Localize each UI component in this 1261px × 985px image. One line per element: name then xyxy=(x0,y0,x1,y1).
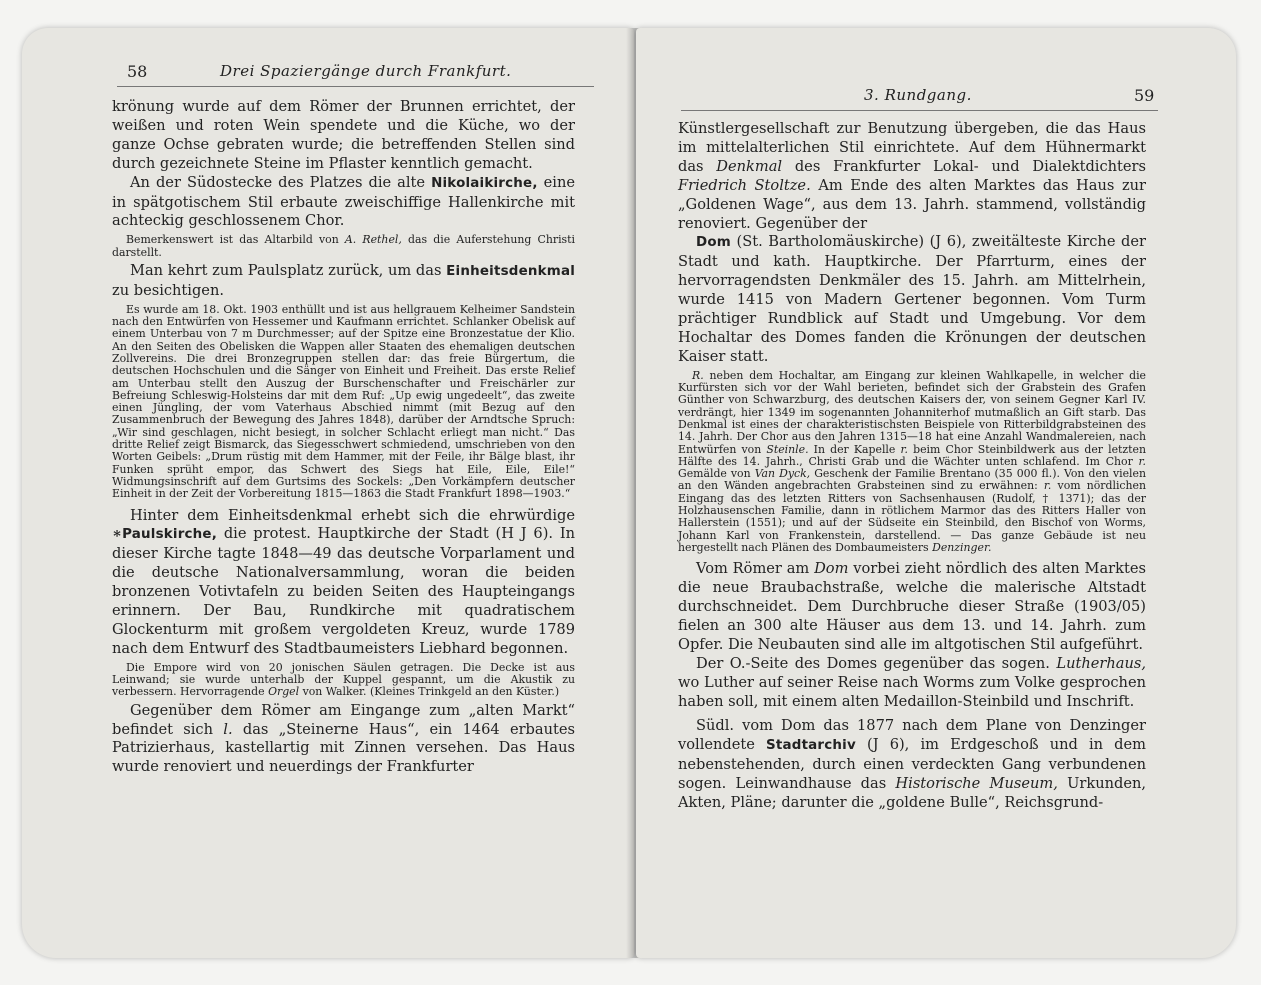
italic-term: r. xyxy=(900,442,908,456)
header-rule xyxy=(681,110,1158,111)
running-title: Drei Spaziergänge durch Frankfurt. xyxy=(220,62,512,80)
italic-term: Lutherhaus, xyxy=(1056,654,1146,672)
text-segment: Am Ende des alten Marktes das Haus zur „Goldenen Wage“, aus dem 13. Jahrh. stammend, vollständig renoviert. Gegenüber der xyxy=(678,176,1147,232)
body-paragraph xyxy=(678,717,1146,813)
text-segment: Bemerkenswert ist das Altarbild von xyxy=(126,233,345,247)
left-page-text xyxy=(112,98,575,777)
body-paragraph xyxy=(112,174,575,232)
body-paragraph xyxy=(678,120,1146,233)
page-number: 58 xyxy=(127,62,148,81)
italic-term: r. xyxy=(1043,479,1052,493)
text-segment: Gegenüber dem Römer am Eingange zum „alten Markt“ befindet sich xyxy=(112,701,575,738)
bold-term: Stadtarchiv xyxy=(766,738,856,754)
text-segment: von Walker. (Kleines Trinkgeld an den Küster.) xyxy=(299,685,560,699)
right-page-text xyxy=(678,120,1146,813)
running-title: 3. Rundgang. xyxy=(864,86,972,104)
text-segment: (J 6), im Erdgeschoß und in dem nebenstehenden, durch einen verdeckten Gang verbundenen sogen. Leinwandhause das xyxy=(678,736,1146,793)
italic-term: Historische Museum, xyxy=(895,775,1058,793)
text-segment: Es wurde am 18. Okt. 1903 enthüllt und ist aus hellgrauem Kelheimer Sandstein nach den Entwürfen von Hessemer und Kaufmann errichtet. Schlanker Obelisk auf einem Unterbau von 7 m Durchmesser; auf der Spitze eine Bronzestatue der Klio. An den Seiten des Obelisken die Wappen aller Staaten des ehemaligen deutschen Zollvereins. Die drei Bronzegruppen stellen dar: das freie Bürgertum, die deutschen Hochschulen und die Sänger von Einheit und Freiheit. Das erste Relief am Unterbau stellt den Auszug der Burschenschafter und Freischärler zur Befreiung Schleswig-Holsteins dar mit dem Ruf: „Up ewig ungedeelt“, das zweite einen Jüngling, der vom Vaterhaus Abschied nimmt (mit Bezug auf den Zusammenbruch der Bewegung des Jahres 1848), darüber der Arndtsche Spruch: „Wir sind geschlagen, nicht besiegt, in solcher Schlacht erliegt man nicht.“ Das dritte Relief zeigt Bismarck, das Siegesschwert schmiedend, umschrieben von den Worten Geibels: „Drum rüstig mit dem Hammer, mit der Feile, ihr Bälge blast, ihr Funken sprüht empor, das Schwert des Siegs hat Eile, Eile, Eile!“ Widmungsinschrift auf dem Gurtsims des Sockels: „Den Vorkämpfern deutscher Einheit in der Zeit der Vorbereitung 1815—1863 die Stadt Frankfurt 1898—1903.“ xyxy=(112,302,575,501)
italic-term: R. xyxy=(692,368,704,382)
text-segment: zu besichtigen. xyxy=(112,281,224,299)
note-paragraph xyxy=(112,304,575,501)
body-paragraph xyxy=(112,507,575,659)
header-rule xyxy=(117,86,594,87)
text-segment: krönung wurde auf dem Römer der Brunnen errichtet, der weißen und roten Wein spendete und die Küche, wo der ganze Ochse gebraten wurde; die betreffenden Stellen sind durch gezeichnete Steine im Pflaster kenntlich gemacht. xyxy=(112,98,575,172)
text-segment: ∗ xyxy=(112,525,123,543)
text-segment: In der Kapelle xyxy=(808,442,901,456)
italic-term: Friedrich Stoltze. xyxy=(678,176,811,194)
body-paragraph xyxy=(678,655,1146,712)
text-segment: vom nördlichen Eingang das des letzten Ritters von Sachsenhausen (Rudolf, † 1371); das der Holzhausenschen Familie, dann in rötlichem Marmor das des Ritters Haller von Hallerstein (1551); und auf der Südseite ein Steinbild, den Bischof von Worms, Johann Karl von Frankenstein, darstellend. — Das ganze Gebäude ist neu hergestellt nach Plänen des Dombaumeisters xyxy=(678,479,1147,554)
text-segment: wo Luther auf seiner Reise nach Worms zum Volke gesprochen haben soll, mit einem alten Medaillon-Steinbild und Inschrift. xyxy=(678,673,1146,710)
bold-term: Dom xyxy=(696,235,731,251)
italic-term: A. Rethel, xyxy=(344,233,402,247)
bold-term: Einheitsdenkmal xyxy=(446,263,575,279)
right-page-header xyxy=(636,86,1236,112)
text-segment: (St. Bartholomäuskirche) (J 6), zweitälteste Kirche der Stadt und kath. Hauptkirche. Der Pfarrturm, eines der hervorragendsten Denkmäler des 15. Jahrh. am Mittelrhein, wurde 1415 von Madern Gertener begonnen. Vom Turm prächtiger Rundblick auf Stadt und Umgebung. Vor dem Hochaltar des Domes fanden die Krönungen der deutschen Kaiser statt. xyxy=(678,233,1146,365)
note-paragraph xyxy=(112,234,575,259)
italic-term: Van Dyck, xyxy=(754,467,811,481)
text-segment: An der Südostecke des Platzes die alte xyxy=(130,173,432,191)
text-segment: Vom Römer am xyxy=(696,560,815,578)
left-page-header xyxy=(22,62,634,88)
italic-term: l. xyxy=(223,720,233,738)
text-segment: neben dem Hochaltar, am Eingang zur kleinen Wahlkapelle, in welcher die Kurfürsten sich vor der Wahl berieten, befindet sich der Grabstein des Grafen Günther von Schwarzburg, des deutschen Kaisers der, von seinem Gegner Karl IV. verdrängt, hier 1349 im sogenannten Johanniterhof mutmaßlich an Gift starb. Das Denkmal ist eines der charakteristischsten Beispiele von Ritterbildgrabsteinen des 14. Jahrh. Der Chor aus den Jahren 1315—18 hat eine Anzahl Wandmalereien, nach Entwürfen von xyxy=(678,368,1146,456)
note-paragraph xyxy=(112,662,575,699)
body-paragraph xyxy=(678,233,1146,366)
italic-term: Denkmal xyxy=(716,157,783,175)
text-segment: Die Empore wird von 20 jonischen Säulen getragen. Die Decke ist aus Leinwand; sie wurde unterhalb der Kuppel gespannt, um die Akustik zu verbessern. Hervorragende xyxy=(112,660,575,699)
text-segment: Südl. vom Dom das 1877 nach dem Plane von Denzinger vollendete xyxy=(678,717,1146,754)
text-segment: Geschenk der Familie Brentano (35 000 fl.). Von den vielen an den Wänden angebrachten Grabsteinen sind zu erwähnen: xyxy=(678,467,1146,493)
italic-term: Steinle. xyxy=(766,442,809,456)
page-number: 59 xyxy=(1134,86,1155,105)
text-segment: Der O.-Seite des Domes gegenüber das sogen. xyxy=(696,654,1057,672)
text-segment: des Frankfurter Lokal- und Dialektdichters xyxy=(782,157,1147,175)
body-paragraph xyxy=(678,560,1146,655)
text-segment: Man kehrt zum Paulsplatz zurück, um das xyxy=(130,261,447,279)
text-segment: Künstlergesellschaft zur Benutzung übergeben, die das Haus im mittelalterlichen Stil einrichtete. Auf dem Hühnermarkt das xyxy=(678,120,1146,175)
text-segment: beim Chor Steinbildwerk aus der letzten Hälfte des 14. Jahrh., Christi Grab und die Wächter unten schlafend. Im Chor xyxy=(678,442,1146,468)
text-segment: vorbei zieht nördlich des alten Marktes die neue Braubachstraße, welche die malerische Altstadt durchschneidet. Dem Durchbruche dieser Straße (1903/05) fielen an 300 alte Häuser aus dem 13. und 14. Jahrh. zum Opfer. Die Neubauten sind alle im altgotischen Stil aufgeführt. xyxy=(678,560,1146,653)
text-segment: die protest. Hauptkirche der Stadt (H J 6). In dieser Kirche tagte 1848—49 das deutsche Vorparlament und die deutsche Nationalversammlung, woran die beiden bronzenen Votivtafeln zu beiden Seiten des Haupteingangs erinnern. Der Bau, Rundkirche mit quadratischem Glockenturm mit großem vergoldeten Kreuz, wurde 1789 nach dem Entwurf des Stadtbaumeisters Liebhard begonnen. xyxy=(112,525,575,657)
text-segment: Urkunden, Akten, Pläne; darunter die „goldene Bulle“, Reichsgrund- xyxy=(678,775,1147,812)
body-paragraph xyxy=(112,262,575,301)
left-page xyxy=(22,28,634,958)
bold-term: Paulskirche, xyxy=(122,527,218,543)
body-paragraph xyxy=(112,702,575,778)
note-paragraph xyxy=(678,370,1146,554)
italic-term: Denzinger. xyxy=(932,540,992,554)
text-segment: eine in spätgotischem Stil erbaute zweischiffige Hallenkirche mit achteckig geschlossenem Chor. xyxy=(112,173,575,230)
body-paragraph xyxy=(112,98,575,174)
text-segment: das die Auferstehung Christi darstellt. xyxy=(112,233,575,259)
bold-term: Nikolaikirche, xyxy=(431,175,538,191)
italic-term: Orgel xyxy=(268,685,300,699)
text-segment: Gemälde von xyxy=(678,467,755,481)
italic-term: Dom xyxy=(814,560,849,578)
italic-term: r. xyxy=(1138,454,1146,468)
right-page xyxy=(636,28,1236,958)
text-segment: das „Steinerne Haus“, ein 1464 erbautes Patrizierhaus, kastellartig mit Zinnen versehen. Das Haus wurde renoviert und neuerdings der Frankfurter xyxy=(112,720,575,776)
text-segment: Hinter dem Einheitsdenkmal erhebt sich die ehrwürdige xyxy=(130,506,575,524)
